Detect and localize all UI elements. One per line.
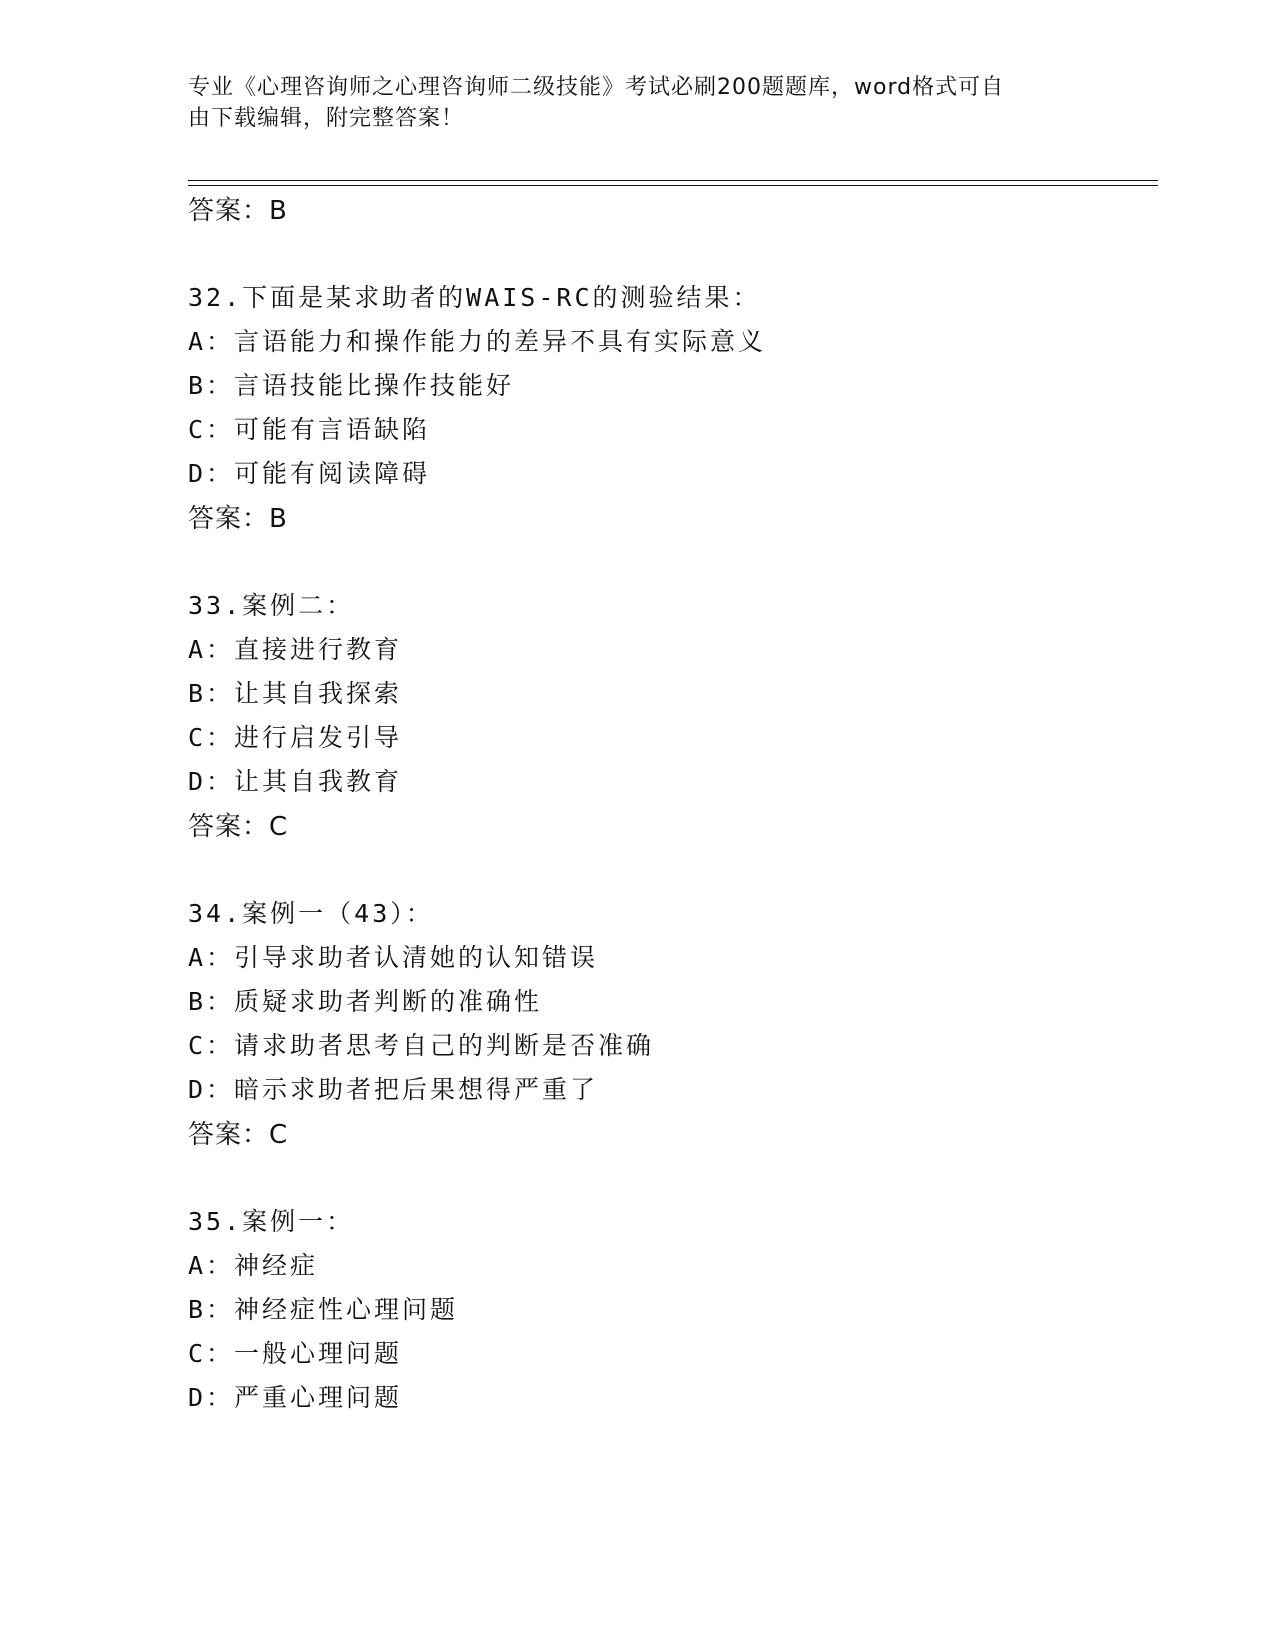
header-line-2: 由下载编辑，附完整答案！ <box>188 106 465 131</box>
header-divider-bottom <box>188 185 1158 186</box>
option-b: B：质疑求助者判断的准确性 <box>188 987 543 1016</box>
question-stem: 34.案例一（43）： <box>188 899 434 928</box>
option-d: D：让其自我教育 <box>188 767 403 796</box>
option-b: B：神经症性心理问题 <box>188 1295 459 1324</box>
header-line-1: 专业《心理咨询师之心理咨询师二级技能》考试必刷200题题库，word格式可自 <box>188 75 1005 100</box>
answer: 答案：C <box>188 812 289 842</box>
question-stem: 32.下面是某求助者的WAIS-RC的测验结果： <box>188 283 761 312</box>
previous-answer: 答案：B <box>188 196 288 226</box>
option-a: A：引导求助者认清她的认知错误 <box>188 943 599 972</box>
answer: 答案：C <box>188 1120 289 1150</box>
option-a: A：神经症 <box>188 1251 319 1280</box>
header-divider-top <box>188 180 1158 181</box>
question-stem: 33.案例二： <box>188 591 355 620</box>
option-c: C：可能有言语缺陷 <box>188 415 431 444</box>
question-stem: 35.案例一： <box>188 1207 355 1236</box>
option-d: D：严重心理问题 <box>188 1383 403 1412</box>
option-c: C：请求助者思考自己的判断是否准确 <box>188 1031 655 1060</box>
option-b: B：言语技能比操作技能好 <box>188 371 515 400</box>
option-c: C：进行启发引导 <box>188 723 403 752</box>
option-d: D：可能有阅读障碍 <box>188 459 431 488</box>
option-d: D：暗示求助者把后果想得严重了 <box>188 1075 599 1104</box>
answer: 答案：B <box>188 504 288 534</box>
option-c: C：一般心理问题 <box>188 1339 403 1368</box>
option-a: A：直接进行教育 <box>188 635 403 664</box>
option-b: B：让其自我探索 <box>188 679 403 708</box>
document-header <box>188 72 1068 134</box>
option-a: A：言语能力和操作能力的差异不具有实际意义 <box>188 327 767 356</box>
